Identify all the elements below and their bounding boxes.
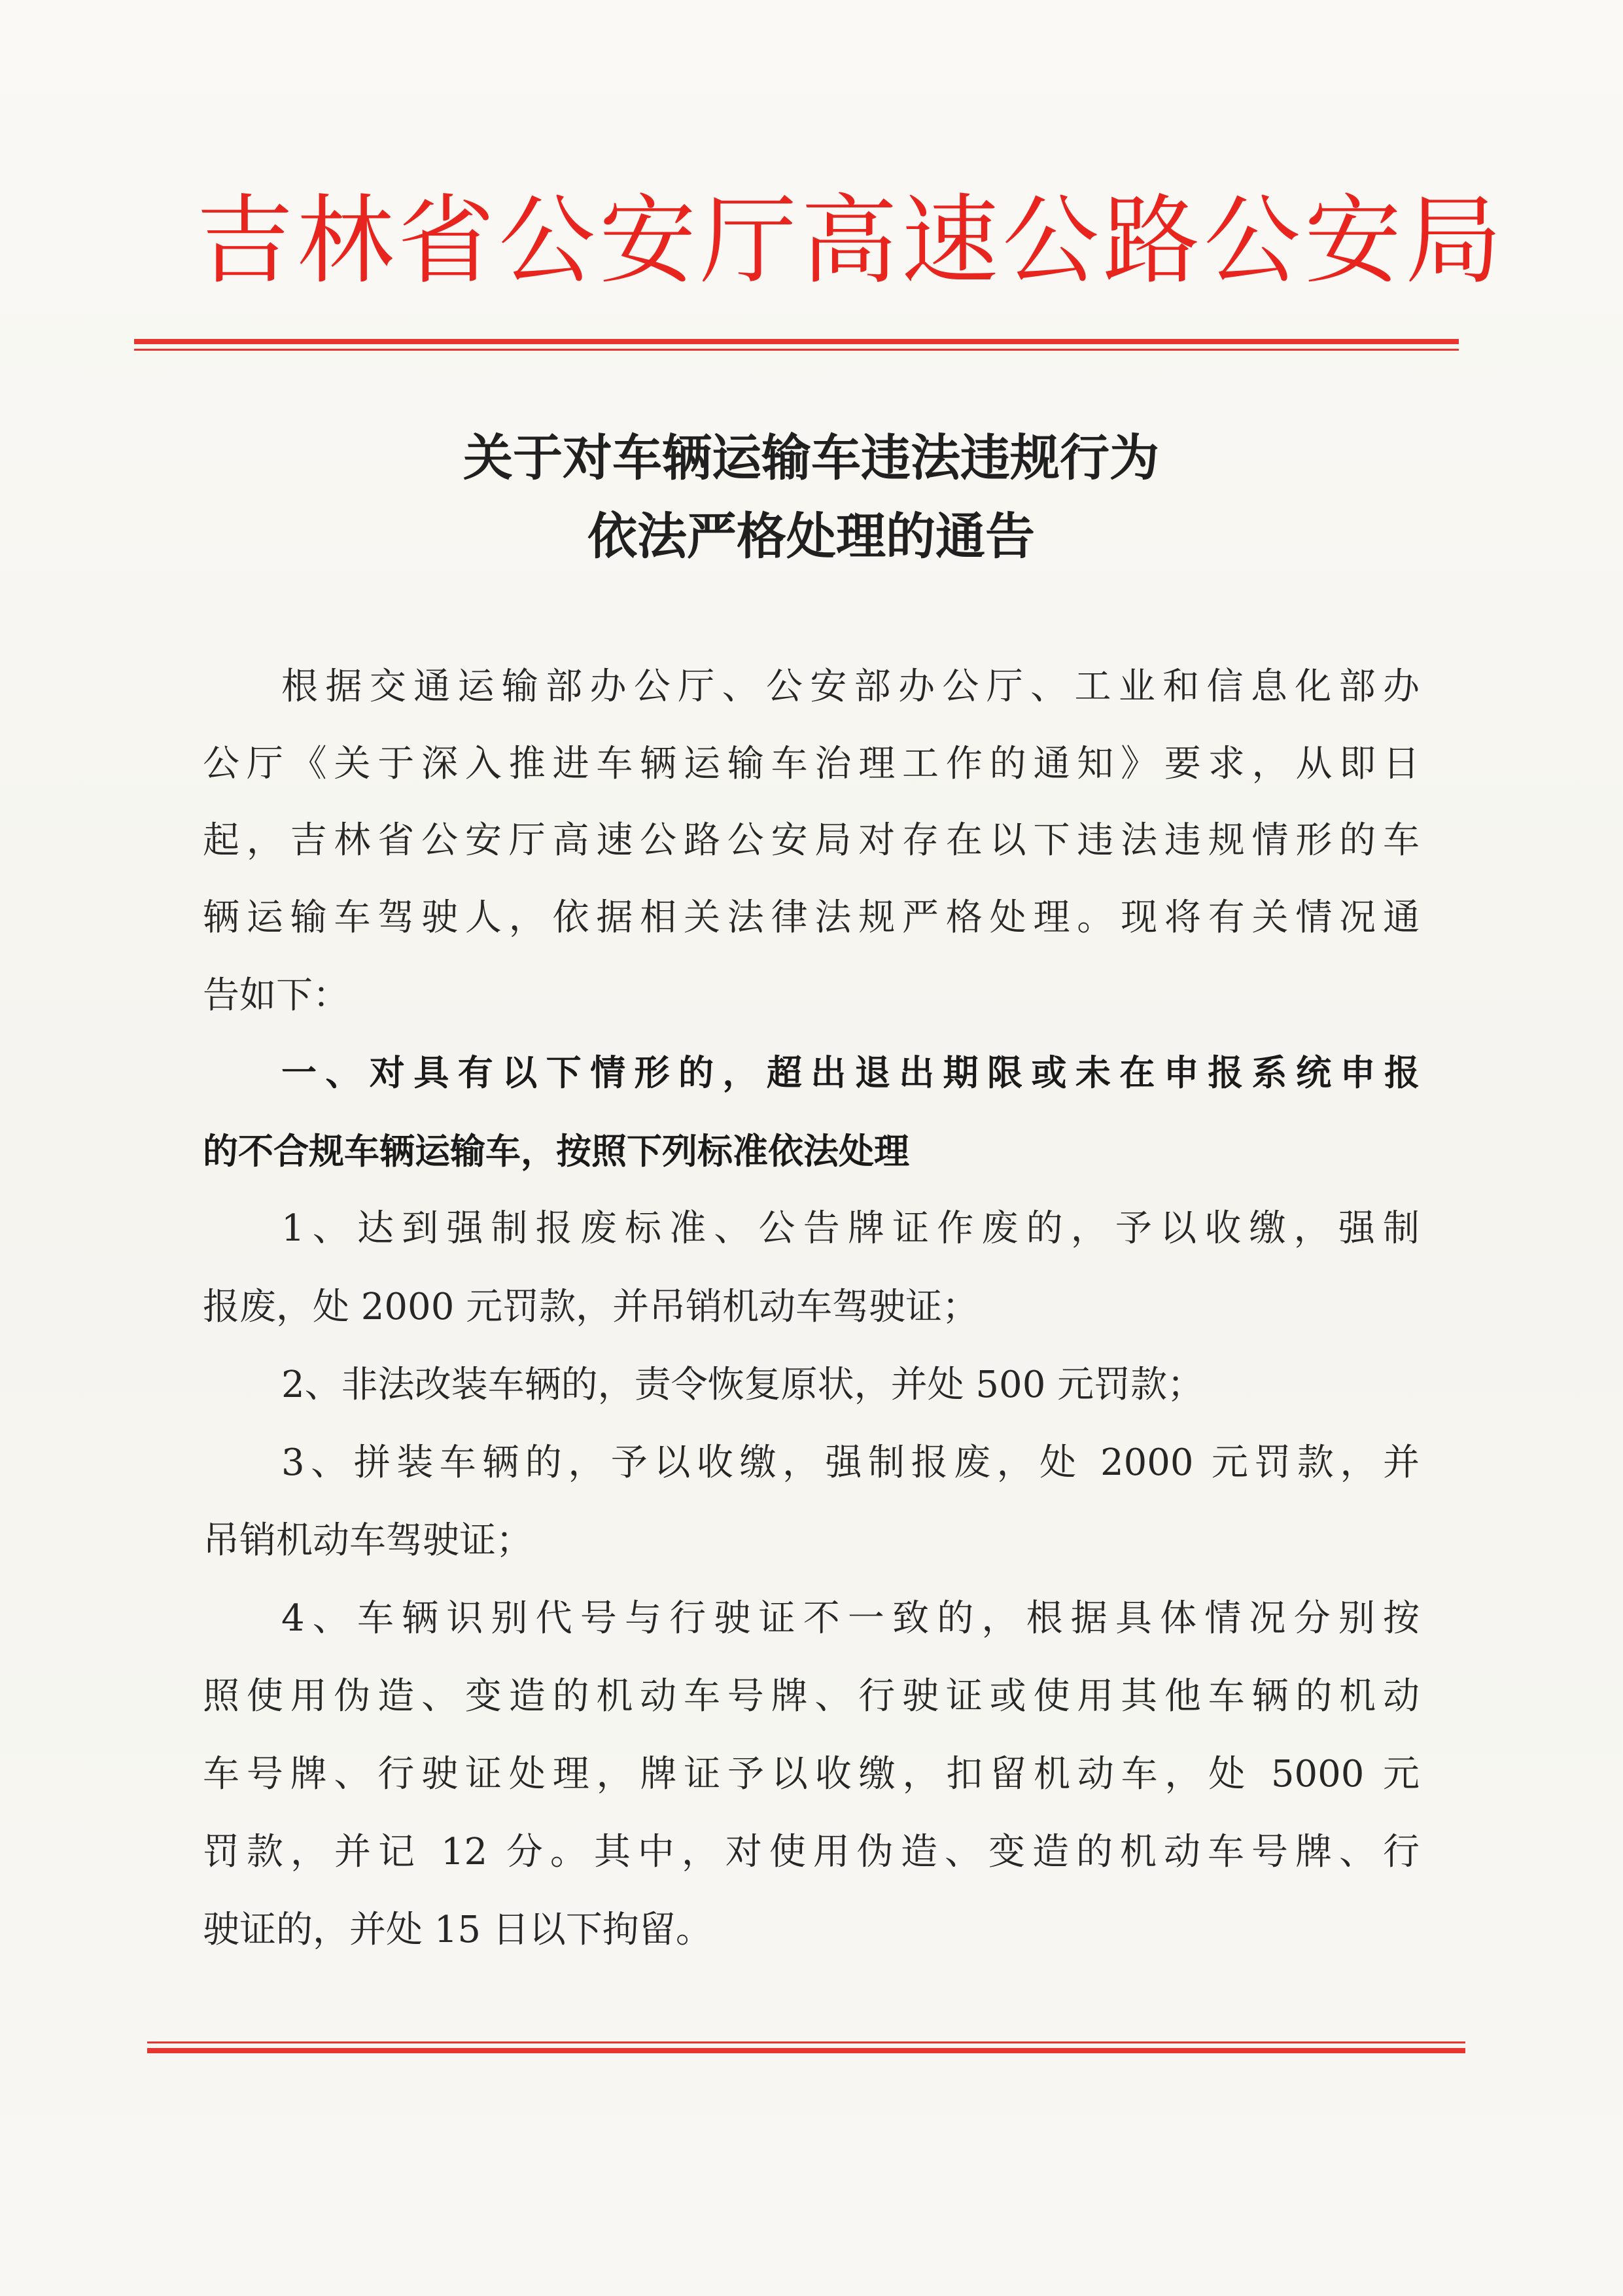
item4-line-2: 照使用伪造、变造的机动车号牌、行驶证或使用其他车辆的机动: [203, 1675, 1420, 1718]
intro-line-2: 公厅《关于深入推进车辆运输车治理工作的通知》要求，从即日: [203, 743, 1420, 785]
notice-title-line1: 关于对车辆运输车违法违规行为: [463, 429, 1159, 487]
header-org-title: 吉林省公安厅高速公路公安局: [196, 185, 1506, 297]
item4-line-3: 车号牌、行驶证处理，牌证予以收缴，扣留机动车，处 5000 元: [203, 1753, 1420, 1795]
footer-rule-thin: [147, 2041, 1465, 2043]
item1-line-1: 1、达到强制报废标准、公告牌证作废的，予以收缴，强制: [281, 1207, 1420, 1250]
section1-heading-line-1: 一、对具有以下情形的，超出退出期限或未在申报系统申报: [281, 1052, 1420, 1093]
item4-line-1: 4、车辆识别代号与行驶证不一致的，根据具体情况分别按: [281, 1597, 1420, 1640]
intro-line-5: 告如下：: [203, 974, 349, 1017]
item2-line-1: 2、非法改装车辆的，责令恢复原状，并处 500 元罚款；: [281, 1364, 1204, 1406]
intro-line-4: 辆运输车驾驶人，依据相关法律法规严格处理。现将有关情况通: [203, 896, 1420, 939]
intro-line-1: 根据交通运输部办公厅、公安部办公厅、工业和信息化部办: [281, 665, 1420, 708]
header-rule-thick: [134, 339, 1459, 344]
footer-rule-thick: [147, 2048, 1465, 2053]
item3-line-2: 吊销机动车驾驶证；: [203, 1519, 532, 1562]
notice-title-line2: 依法严格处理的通告: [587, 507, 1035, 565]
item4-line-5: 驶证的，并处 15 日以下拘留。: [203, 1909, 712, 1951]
item4-line-4: 罚款，并记 12 分。其中，对使用伪造、变造的机动车号牌、行: [203, 1831, 1420, 1873]
section1-heading-line-2: 的不合规车辆运输车，按照下列标准依法处理: [203, 1131, 909, 1172]
item1-line-2: 报废，处 2000 元罚款，并吊销机动车驾驶证；: [203, 1286, 979, 1328]
item3-line-1: 3、拼装车辆的，予以收缴，强制报废，处 2000 元罚款，并: [281, 1441, 1420, 1484]
intro-line-3: 起，吉林省公安厅高速公路公安局对存在以下违法违规情形的车: [203, 819, 1420, 862]
header-rule-thin: [134, 349, 1459, 351]
